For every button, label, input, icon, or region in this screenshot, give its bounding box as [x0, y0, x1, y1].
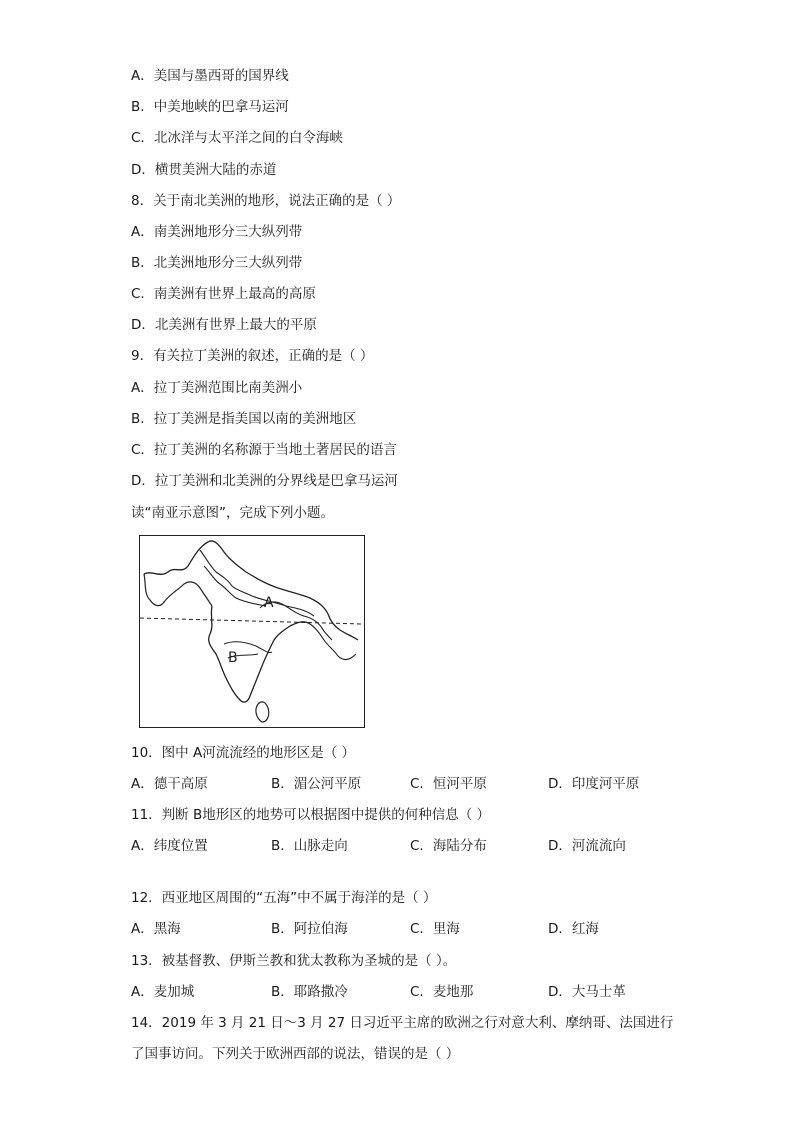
q8-option-b: B．北美洲地形分三大纵列带 — [131, 255, 303, 271]
map-outline-east — [310, 624, 356, 660]
q11-option-a: A．纬度位置 — [131, 838, 208, 854]
q7-option-c: C．北冰洋与太平洋之间的白令海峡 — [131, 130, 343, 146]
q8-option-c: C．南美洲有世界上最高的高原 — [131, 286, 316, 302]
q12-stem: 12．西亚地区周围的“五海”中不属于海洋的是（ ） — [131, 890, 437, 906]
map-label-a: A — [264, 595, 274, 611]
map-intro: 读“南亚示意图”，完成下列小题。 — [131, 505, 334, 521]
q11-option-c: C．海陆分布 — [410, 838, 487, 854]
q12-option-c: C．里海 — [410, 921, 460, 937]
q9-option-b: B．拉丁美洲是指美国以南的美洲地区 — [131, 411, 357, 427]
q7-option-a: A．美国与墨西哥的国界线 — [131, 68, 289, 84]
q10-option-c: C．恒河平原 — [410, 776, 487, 792]
q8-option-a: A．南美洲地形分三大纵列带 — [131, 224, 303, 240]
q13-stem: 13．被基督教、伊斯兰教和犹太教称为圣城的是（ ）。 — [131, 953, 457, 969]
q11-stem: 11．判断 B地形区的地势可以根据图中提供的何种信息（ ） — [131, 807, 491, 823]
q7-option-d: D．横贯美洲大陆的赤道 — [131, 162, 277, 178]
map-range-2 — [204, 566, 266, 606]
q8-stem: 8．关于南北美洲的地形，说法正确的是（ ） — [131, 193, 401, 209]
map-outline-west — [144, 574, 212, 606]
q13-option-a: A．麦加城 — [131, 984, 195, 1000]
q10-option-b: B．湄公河平原 — [271, 776, 362, 792]
q8-option-d: D．北美洲有世界上最大的平原 — [131, 317, 317, 333]
map-label-b: B — [228, 650, 238, 666]
q9-stem: 9．有关拉丁美洲的叙述，正确的是（ ） — [131, 348, 374, 364]
q12-option-d: D．红海 — [548, 921, 599, 937]
q12-option-b: B．阿拉伯海 — [271, 921, 348, 937]
q10-stem: 10．图中 A河流流经的地形区是（ ） — [131, 745, 355, 761]
q7-option-b: B．中美地峡的巴拿马运河 — [131, 99, 289, 115]
q13-option-c: C．麦地那 — [410, 984, 474, 1000]
q11-option-b: B．山脉走向 — [271, 838, 348, 854]
map-drawing — [140, 536, 363, 726]
q13-option-d: D．大马士革 — [548, 984, 626, 1000]
q9-option-d: D．拉丁美洲和北美洲的分界线是巴拿马运河 — [131, 473, 398, 489]
q9-option-c: C．拉丁美洲的名称源于当地土著居民的语言 — [131, 442, 397, 458]
q14-stem-line1: 14．2019 年 3 月 21 日～3 月 27 日习近平主席的欧洲之行对意大利、摩纳哥、法国进行 — [131, 1015, 674, 1031]
map-sri-lanka — [256, 702, 269, 722]
map-peninsula — [209, 606, 310, 702]
q10-option-d: D．印度河平原 — [548, 776, 640, 792]
q11-option-d: D．河流流向 — [548, 838, 626, 854]
map-range-1 — [200, 550, 314, 616]
q9-option-a: A．拉丁美洲范围比南美洲小 — [131, 380, 303, 396]
south-asia-map — [139, 535, 365, 728]
q10-option-a: A．德干高原 — [131, 776, 208, 792]
q12-option-a: A．黑海 — [131, 921, 181, 937]
q14-stem-line2: 了国事访问。下列关于欧洲西部的说法，错误的是（ ） — [131, 1046, 460, 1062]
q13-option-b: B．耶路撒冷 — [271, 984, 348, 1000]
